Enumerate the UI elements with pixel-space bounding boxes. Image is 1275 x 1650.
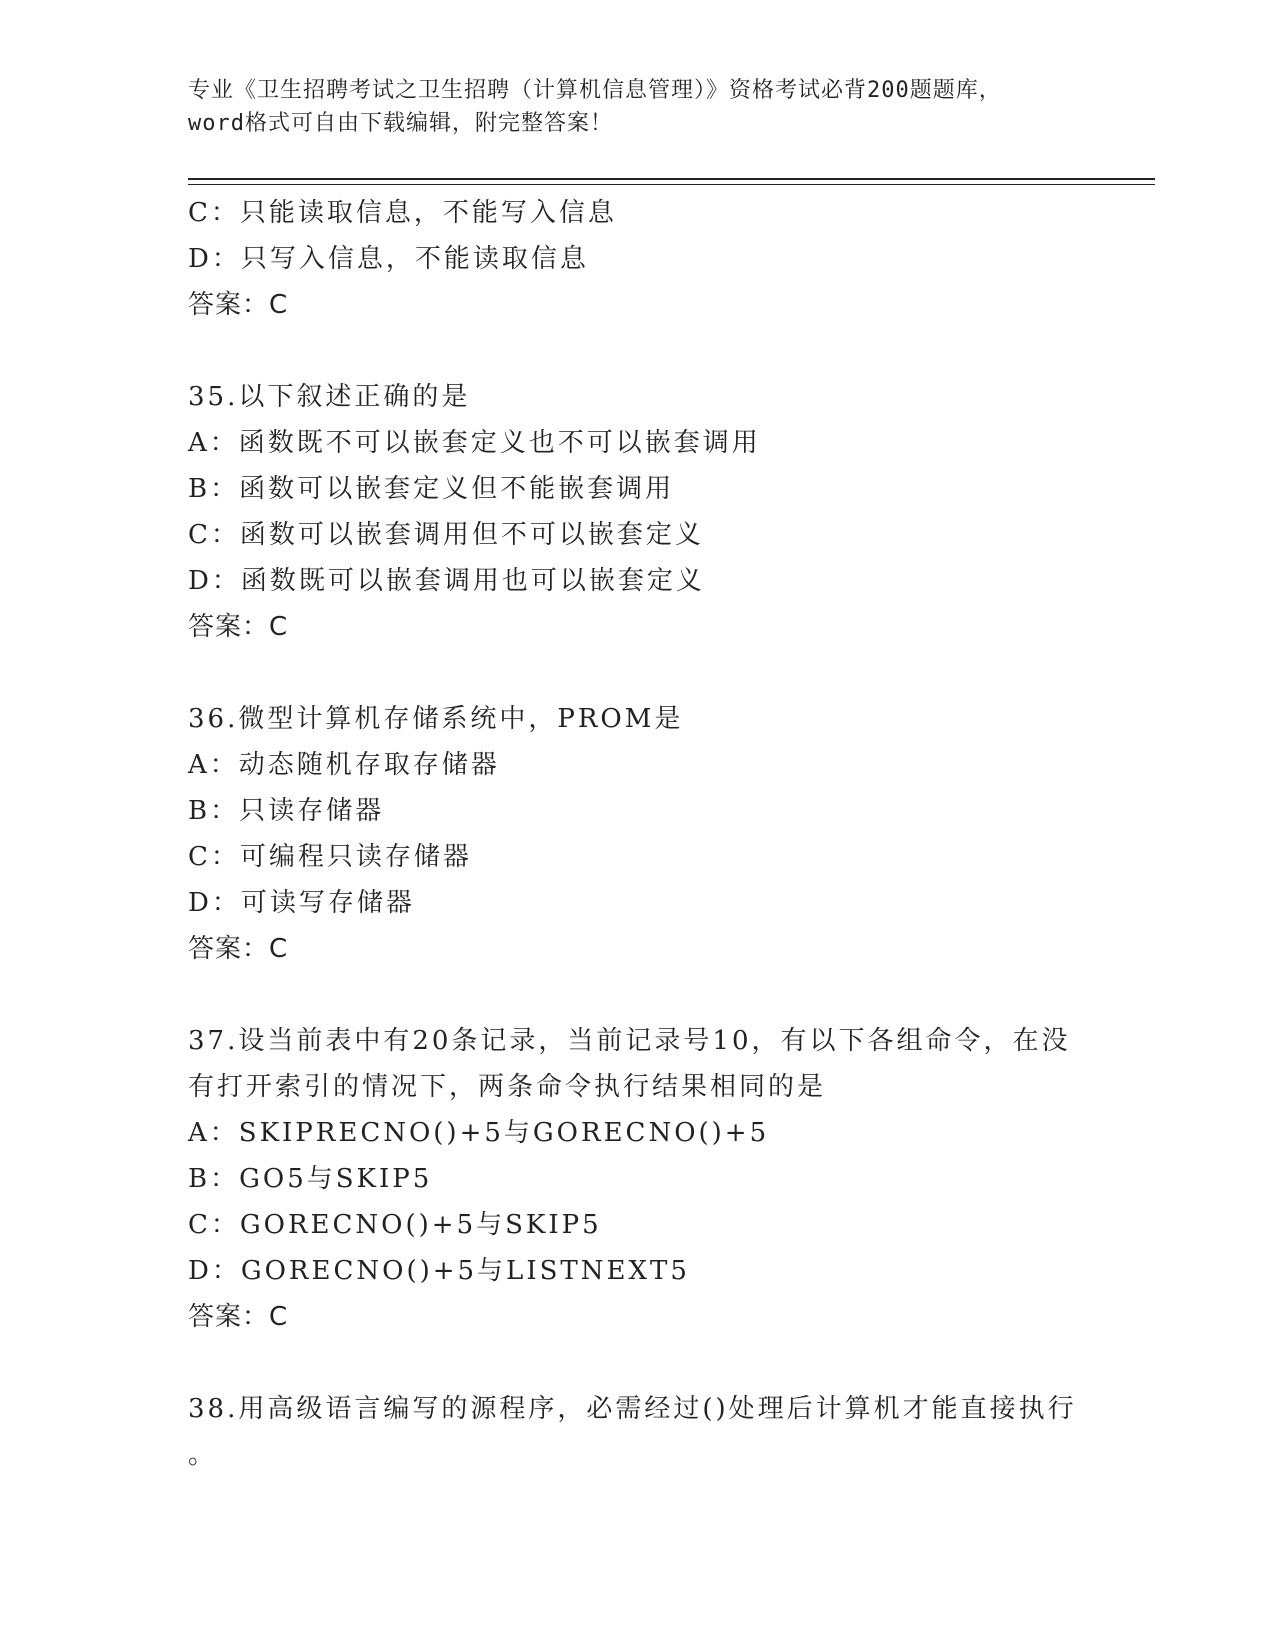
option-d: D：可读写存储器 bbox=[188, 888, 415, 918]
question-text-line-2: 。 bbox=[188, 1440, 218, 1470]
option-c: C：GORECNO()+5与SKIP5 bbox=[188, 1210, 602, 1240]
option-a: A：函数既不可以嵌套定义也不可以嵌套调用 bbox=[188, 428, 761, 458]
option-d: D：只写入信息，不能读取信息 bbox=[188, 244, 589, 274]
header-title-line-1: 专业《卫生招聘考试之卫生招聘（计算机信息管理）》资格考试必背200题题库， bbox=[188, 78, 1002, 103]
option-c: C：函数可以嵌套调用但不可以嵌套定义 bbox=[188, 520, 704, 550]
spacer bbox=[188, 972, 1088, 1018]
question-text-line-2: 有打开索引的情况下，两条命令执行结果相同的是 bbox=[188, 1072, 827, 1102]
question-block-37 bbox=[188, 1018, 1088, 1340]
option-d: D：GORECNO()+5与LISTNEXT5 bbox=[188, 1256, 690, 1286]
option-a: A：SKIPRECNO()+5与GORECNO()+5 bbox=[188, 1118, 770, 1148]
question-block-38 bbox=[188, 1386, 1088, 1478]
question-block-35 bbox=[188, 374, 1088, 650]
question-block-36 bbox=[188, 696, 1088, 972]
question-block-continued bbox=[188, 190, 1088, 328]
answer-line: 答案：C bbox=[188, 612, 289, 642]
header-divider-thin bbox=[188, 184, 1155, 185]
header-title-line-2: word格式可自由下载编辑，附完整答案！ bbox=[188, 111, 613, 136]
question-text-line-1: 38.用高级语言编写的源程序，必需经过()处理后计算机才能直接执行 bbox=[188, 1394, 1077, 1424]
answer-line: 答案：C bbox=[188, 1302, 289, 1332]
option-c: C：只能读取信息，不能写入信息 bbox=[188, 198, 617, 228]
spacer bbox=[188, 328, 1088, 374]
header-divider-thick bbox=[188, 178, 1155, 180]
spacer bbox=[188, 1340, 1088, 1386]
spacer bbox=[188, 650, 1088, 696]
document-header bbox=[188, 74, 1088, 140]
question-text: 36.微型计算机存储系统中，PROM是 bbox=[188, 704, 684, 734]
option-b: B：GO5与SKIP5 bbox=[188, 1164, 433, 1194]
option-b: B：函数可以嵌套定义但不能嵌套调用 bbox=[188, 474, 675, 504]
option-c: C：可编程只读存储器 bbox=[188, 842, 472, 872]
option-a: A：动态随机存取存储器 bbox=[188, 750, 500, 780]
question-text: 35.以下叙述正确的是 bbox=[188, 382, 471, 412]
answer-line: 答案：C bbox=[188, 934, 289, 964]
option-d: D：函数既可以嵌套调用也可以嵌套定义 bbox=[188, 566, 705, 596]
answer-line: 答案：C bbox=[188, 290, 289, 320]
option-b: B：只读存储器 bbox=[188, 796, 385, 826]
question-list bbox=[188, 190, 1088, 1478]
question-text-line-1: 37.设当前表中有20条记录，当前记录号10，有以下各组命令，在没 bbox=[188, 1026, 1071, 1056]
